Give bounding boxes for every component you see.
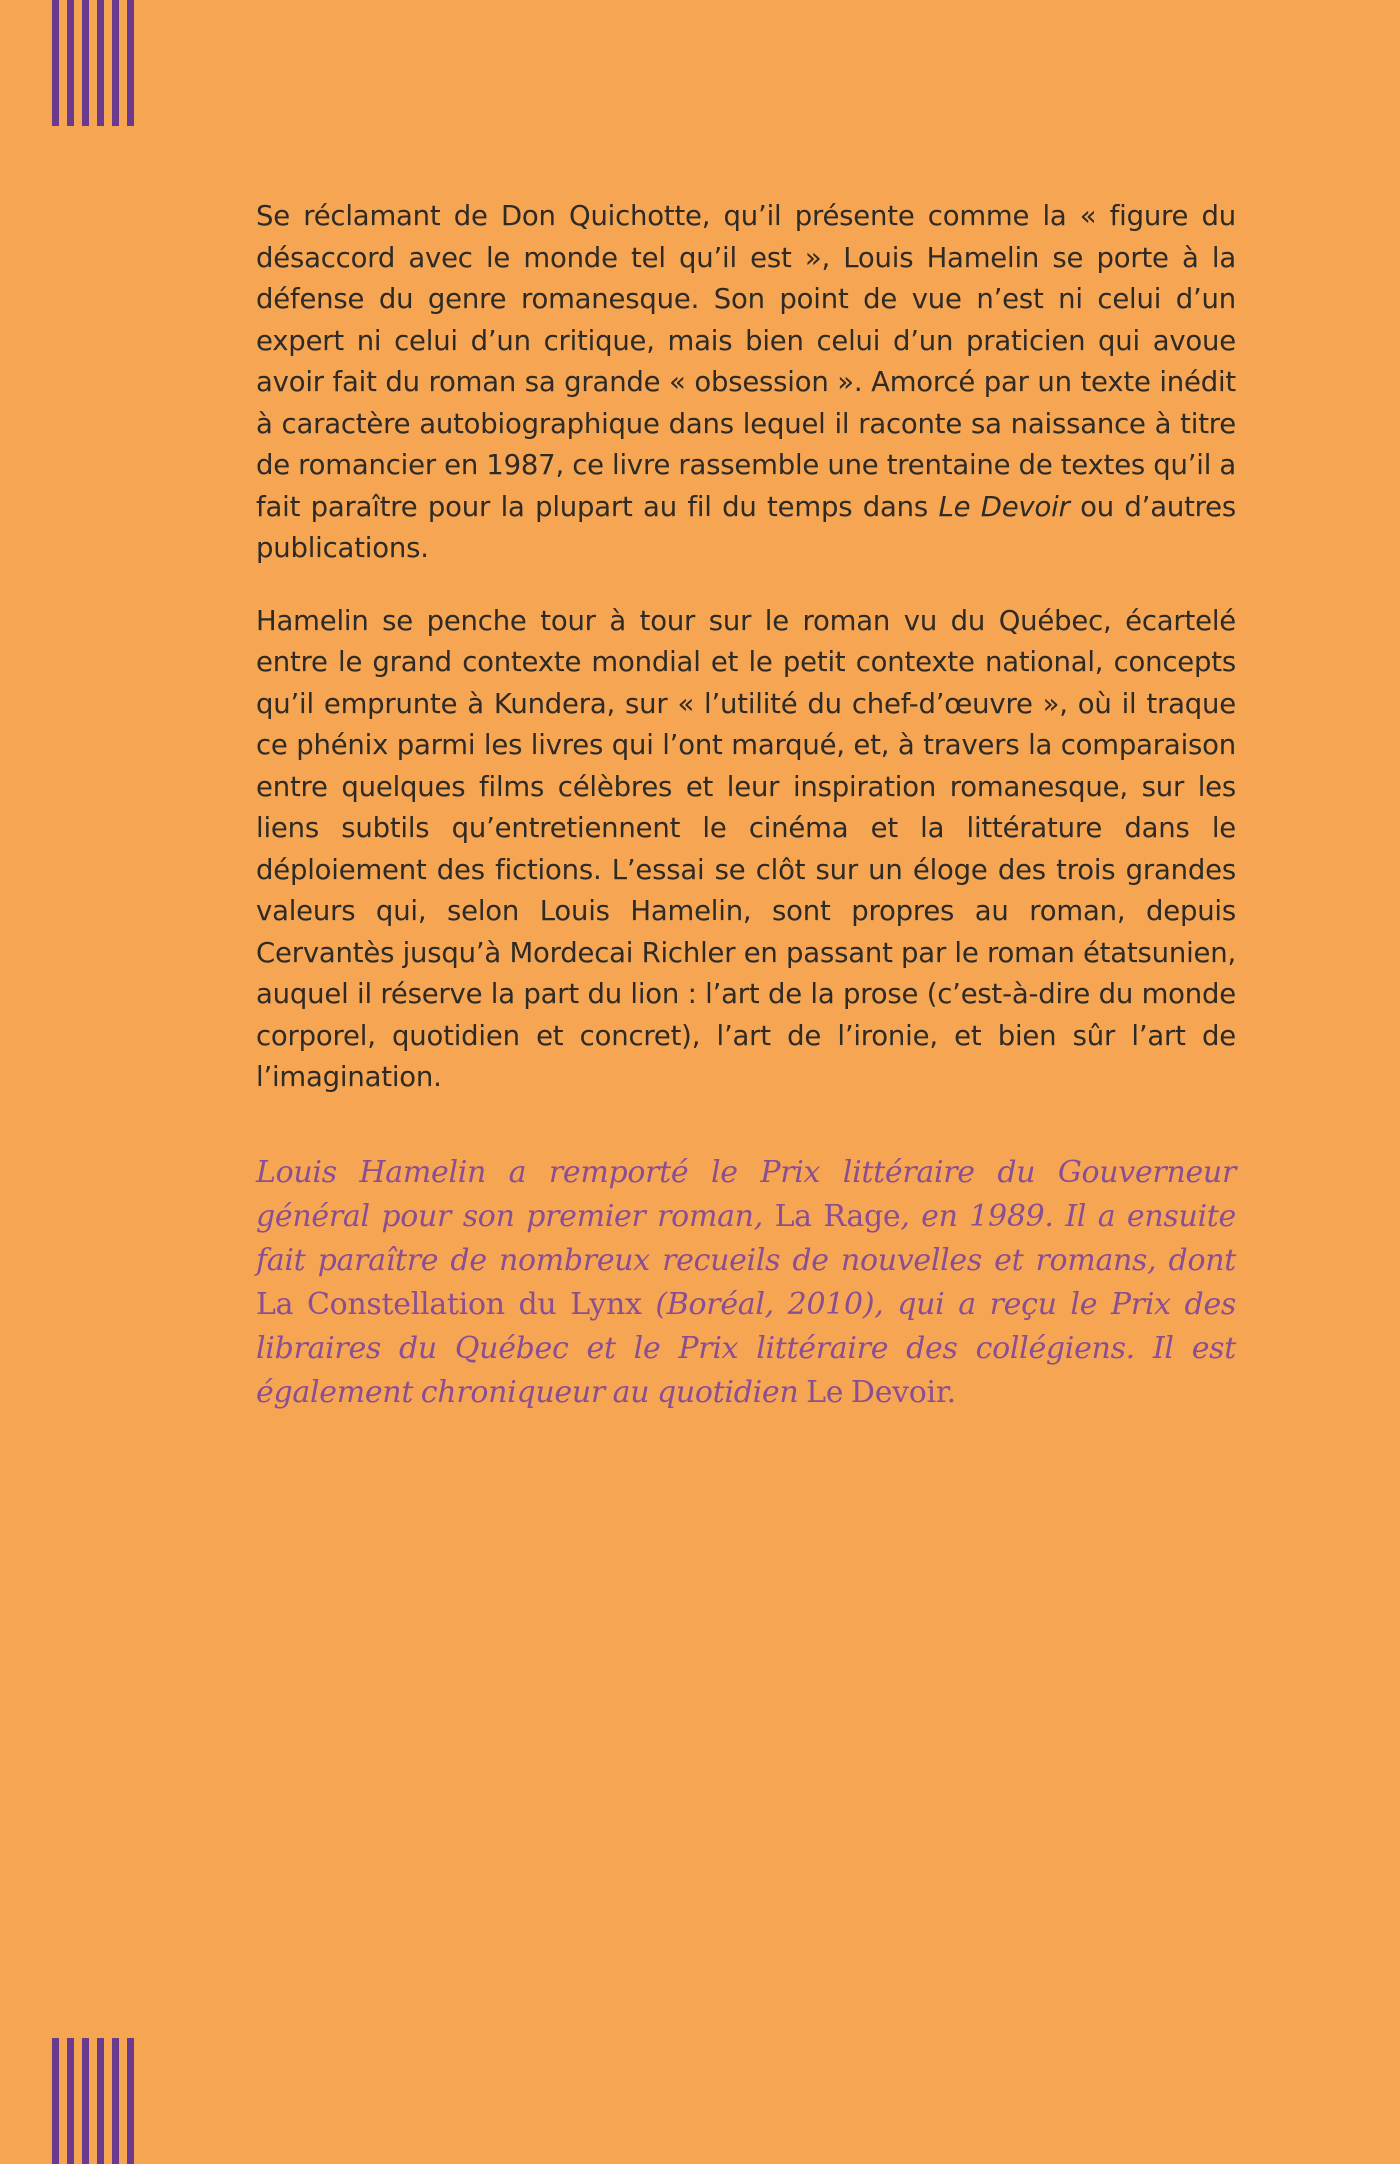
summary-text: Se réclamant de Don Quichotte, qu’il présente comme la « figure du désaccord avec le monde tel qu’il est », Louis Hamelin se porte à la défense du genre romanesque. Son point de vue n’est ni celui d’un expert ni celui d’un critique, mais bien celui d’un praticien qui avoue avoir fait du roman sa grande « obsession ». Amorcé par un texte inédit à caractère autobiographique dans lequel il raconte sa naissance à titre de romancier en 1987, ce livre rassemble une trentaine de textes qu’il a fait paraître pour la plupart au fil du temps dans: [256, 200, 1236, 523]
summary-paragraph-1: [256, 196, 1236, 570]
author-bio: [256, 1151, 1236, 1415]
stripe: [82, 2038, 89, 2164]
stripe: [112, 0, 119, 126]
stripe: [112, 2038, 119, 2164]
bio-text: , en 1989. Il a ensuite fait paraître de nombreux recueils de nouvelles et romans, dont: [256, 1198, 1236, 1278]
stripe: [97, 2038, 104, 2164]
stripe: [52, 0, 59, 126]
back-cover-text: [256, 196, 1236, 1415]
summary-text-end: ou d’autres publications.: [256, 490, 1237, 564]
book-title: La Rage: [774, 1198, 901, 1234]
stripe: [67, 2038, 74, 2164]
bio-text-end: .: [946, 1374, 956, 1410]
newspaper-title: Le Devoir: [938, 490, 1070, 523]
decorative-stripes-top: [52, 0, 134, 126]
summary-paragraph-2: Hamelin se penche tour à tour sur le roman vu du Québec, écartelé entre le grand contexte mondial et le petit contexte national, concepts qu’il emprunte à Kundera, sur « l’utilité du chef-d’œuvre », où il traque ce phénix parmi les livres qui l’ont marqué, et, à travers la comparaison entre quelques films célèbres et leur inspiration romanesque, sur les liens subtils qu’entretiennent le cinéma et la littérature dans le déploiement des fictions. L’essai se clôt sur un éloge des trois grandes valeurs qui, selon Louis Hamelin, sont propres au roman, depuis Cervantès jusqu’à Mordecai Richler en passant par le roman étatsunien, auquel il réserve la part du lion : l’art de la prose (c’est-à-dire du monde corporel, quotidien et concret), l’art de l’ironie, et bien sûr l’art de l’imagination.: [256, 604, 1236, 1093]
bio-text: (Boréal, 2010), qui a reçu le Prix des libraires du Québec et le Prix littéraire des collégiens. Il est également chroniqueur au quotidien: [256, 1286, 1236, 1410]
newspaper-title: Le Devoir: [806, 1374, 947, 1410]
bio-text: Louis Hamelin a remporté le Prix littéraire du Gouverneur général pour son premier roman,: [256, 1154, 1236, 1234]
stripe: [127, 0, 134, 126]
decorative-stripes-bottom: [52, 2038, 134, 2164]
book-title: La Constellation du Lynx: [256, 1286, 642, 1322]
stripe: [82, 0, 89, 126]
stripe: [127, 2038, 134, 2164]
stripe: [52, 2038, 59, 2164]
stripe: [97, 0, 104, 126]
stripe: [67, 0, 74, 126]
